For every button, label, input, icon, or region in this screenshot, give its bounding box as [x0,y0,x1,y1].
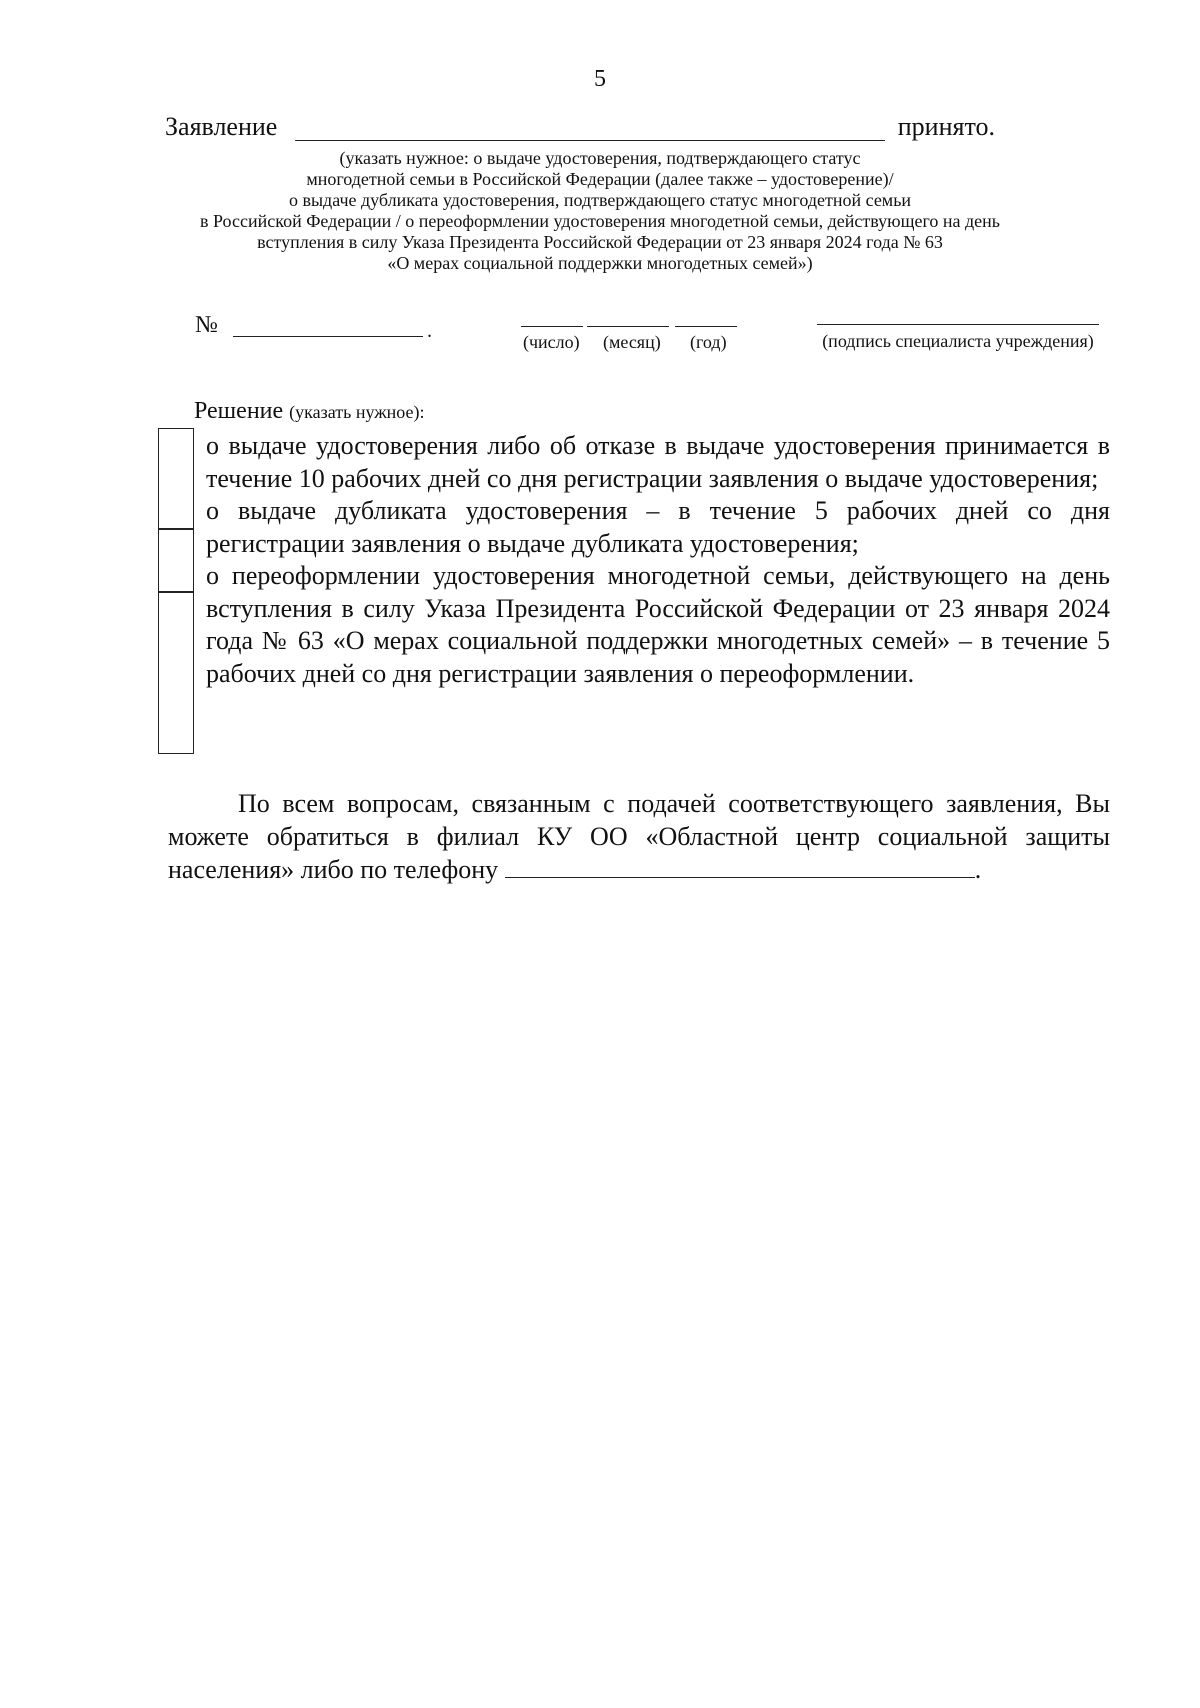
day-blank [521,326,583,327]
application-type-hint [180,148,1020,274]
year-caption: (год) [690,332,727,352]
decision-heading [194,398,425,425]
decision-checkbox-issue[interactable] [158,428,194,530]
decision-label: Решение [194,398,284,424]
decision-checkbox-reissue[interactable] [158,591,194,754]
decision-option-issue: о выдаче удостоверения либо об отказе в выдаче удостоверения принимается в течение 10 рабочих дней со дня регистрации заявления о выдаче удостоверения; [206,431,1110,493]
month-caption: (месяц) [603,332,661,352]
contact-paragraph [168,787,1110,886]
decision-option-reissue: о переоформлении удостоверения многодетной семьи, действующего на день вступления в силу Указа Президента Российской Федерации от 23 января 2024 года № 63 «О мерах социальной поддержки многодетных семей» – в течение 5 рабочих дней со дня регистрации заявления о переоформлении. [206,561,1110,688]
signature-blank [817,324,1099,325]
day-caption: (число) [523,332,580,352]
registration-row [195,312,1095,372]
application-type-blank [295,140,885,141]
accepted-label: принято. [897,112,995,141]
hint-line: вступления в силу Указа Президента Российской Федерации от 23 января 2024 года № 63 [257,232,943,252]
hint-line: многодетной семьи в Российской Федерации (далее также – удостоверение)/ [306,169,894,189]
contact-text: По всем вопросам, связанным с подачей соответствующего заявления, Вы можете обратиться в филиал КУ ОО «Областной центр социальной защиты населения» либо по телефону [168,789,1110,884]
number-sign: № [195,312,218,338]
phone-blank [505,853,975,878]
hint-line: о выдаче дубликата удостоверения, подтверждающего статус многодетной семьи [288,190,912,210]
decision-options [206,430,1110,690]
application-label: Заявление [165,112,278,141]
hint-line: «О мерах социальной поддержки многодетных семей») [387,253,813,273]
decision-option-duplicate: о выдаче дубликата удостоверения – в течение 5 рабочих дней со дня регистрации заявления о выдаче дубликата удостоверения; [206,496,1110,558]
application-title-row [165,112,995,146]
hint-line: (указать нужное: о выдаче удостоверения, подтверждающего статус [339,148,861,168]
decision-hint: (указать нужное): [289,402,425,422]
registration-number-blank [233,336,423,337]
year-blank [675,326,737,327]
number-period: . [427,320,432,342]
hint-line: в Российской Федерации / о переоформлении удостоверения многодетной семьи, действующего на день [200,211,1000,231]
decision-checkbox-duplicate[interactable] [158,528,194,593]
month-blank [587,326,669,327]
contact-end: . [974,855,982,884]
page-number: 5 [594,66,606,92]
signature-caption: (подпись специалиста учреждения) [822,331,1094,351]
